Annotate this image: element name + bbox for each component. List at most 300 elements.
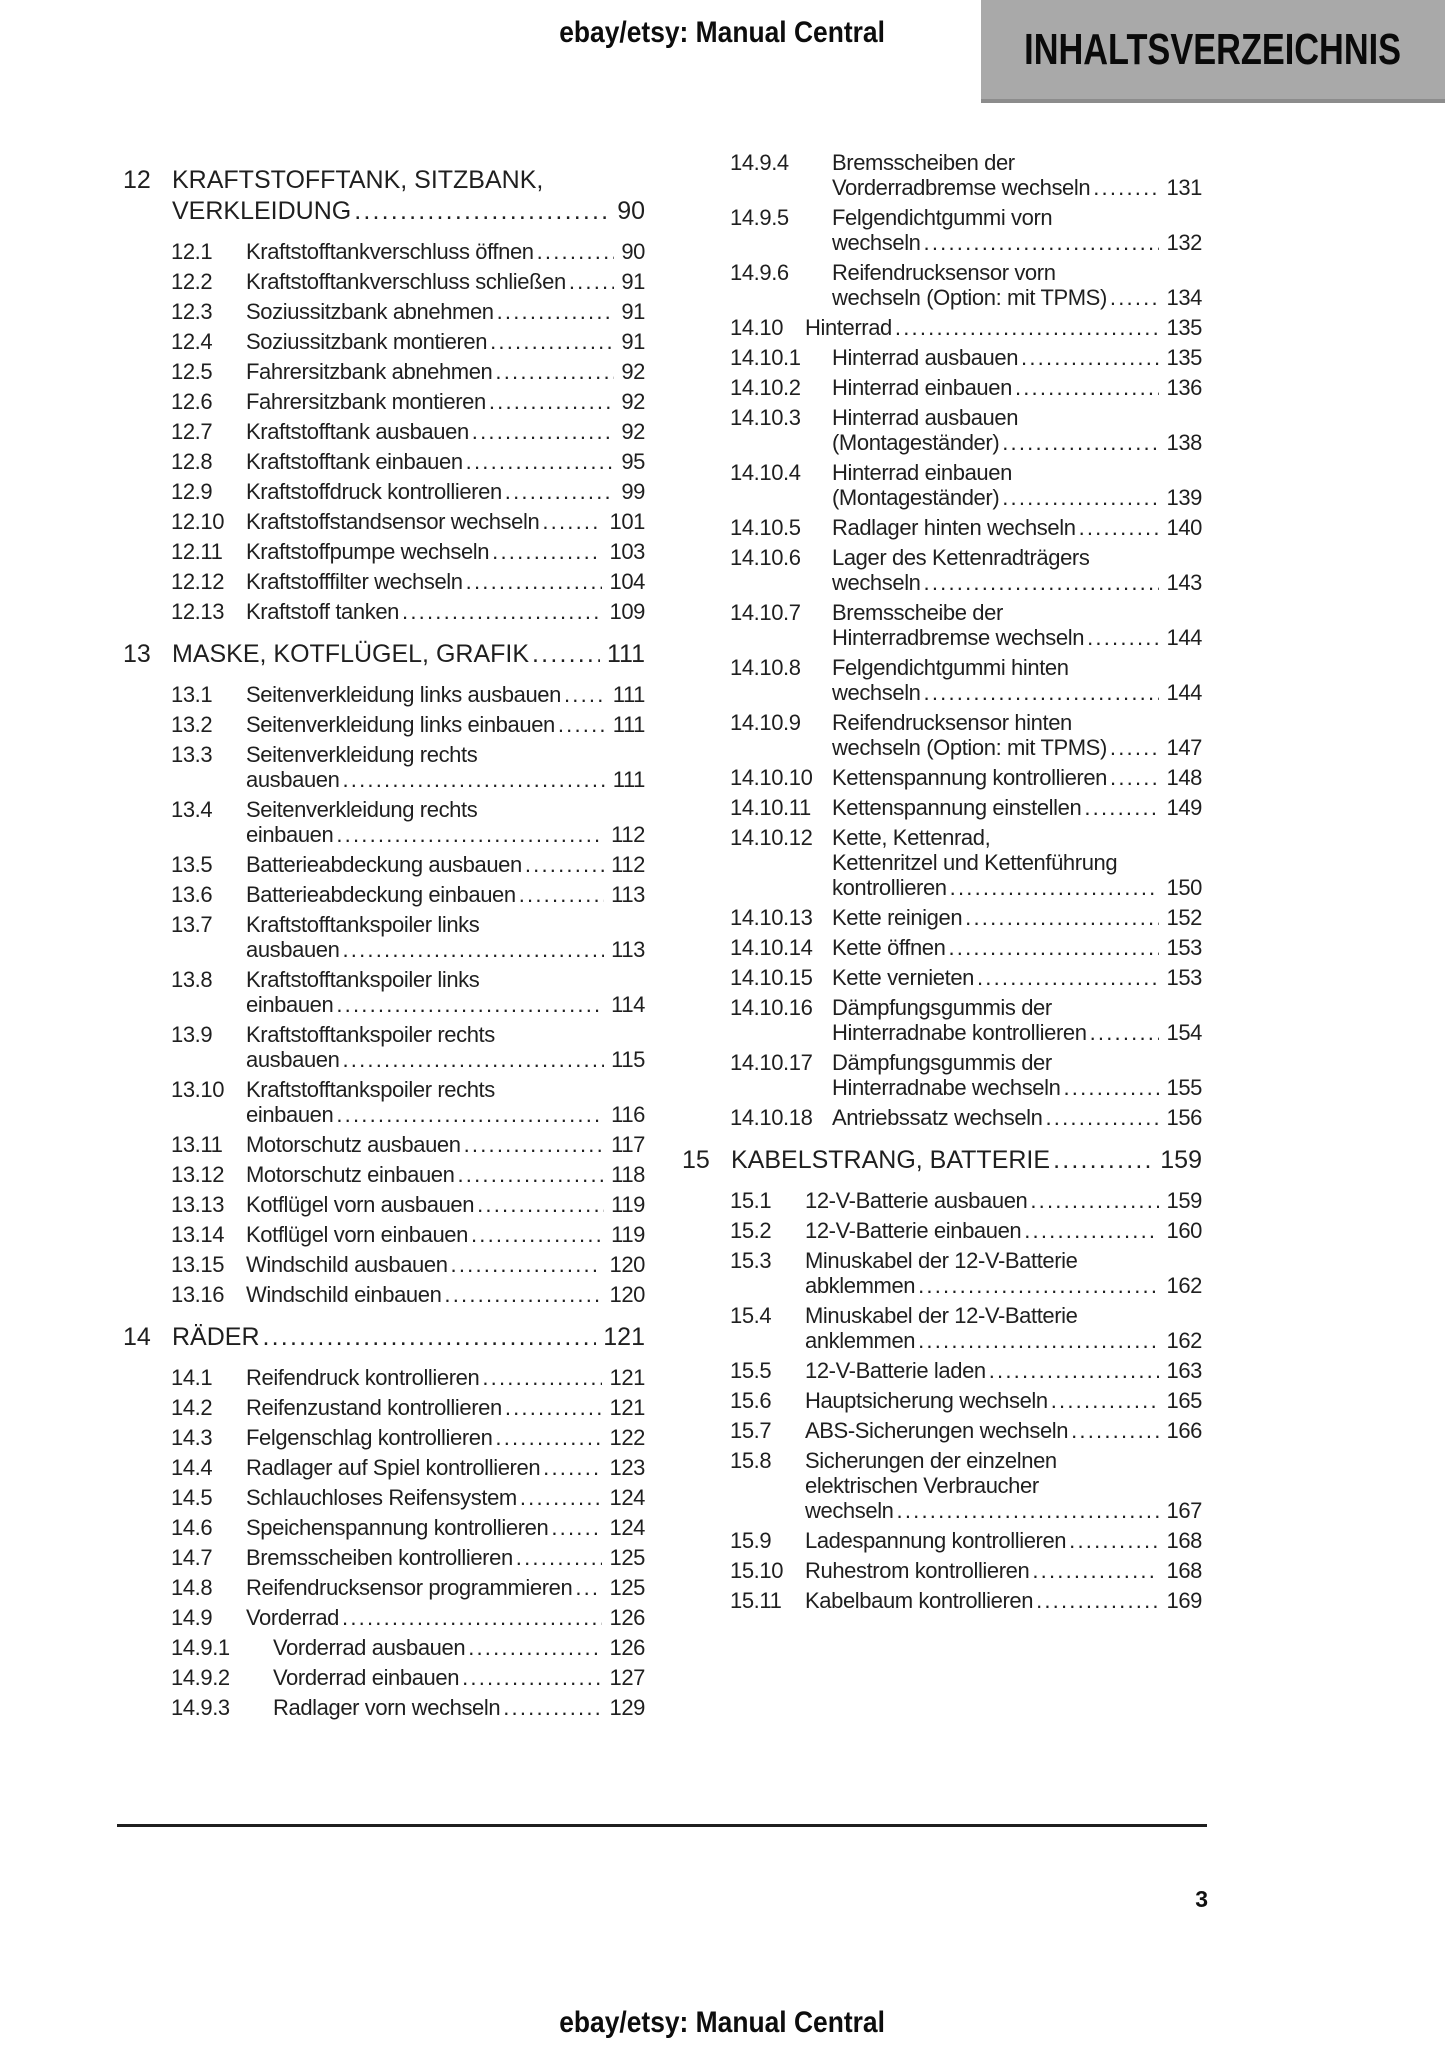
dot-leader — [1079, 515, 1160, 540]
entry-text: Fahrersitzbank montieren — [246, 389, 486, 414]
entry-text: KRAFTSTOFFTANK, SITZBANK, — [172, 166, 544, 194]
entry-text: Minuskabel der 12-V-Batterie — [805, 1303, 1078, 1328]
doc-footer-title: ebay/etsy: Manual Central — [559, 2006, 886, 2039]
dot-leader — [965, 905, 1159, 930]
dot-leader — [336, 822, 604, 847]
entry-body — [832, 545, 1202, 595]
entry-page: 144 — [1166, 625, 1202, 650]
entry-line — [246, 509, 645, 534]
entry-number: 13.13 — [171, 1192, 225, 1217]
entry-text: Reifendruck kontrollieren — [246, 1365, 480, 1390]
entry-page: 163 — [1166, 1358, 1202, 1383]
entry-page: 120 — [609, 1252, 645, 1277]
entry-text: wechseln — [832, 680, 921, 705]
entry-page: 111 — [606, 640, 645, 668]
dot-leader — [918, 1273, 1159, 1298]
dot-leader — [924, 570, 1160, 595]
toc-entry — [123, 269, 645, 294]
entry-body — [805, 1558, 1202, 1583]
entry-number: 15.6 — [730, 1388, 772, 1413]
entry-text: Kettenspannung einstellen — [832, 795, 1082, 820]
toc-entry — [123, 1222, 645, 1247]
entry-line — [805, 1418, 1202, 1443]
toc-entry — [123, 912, 645, 962]
entry-line — [805, 1388, 1202, 1413]
entry-page: 124 — [609, 1515, 645, 1540]
entry-number: 13.4 — [171, 797, 213, 822]
entry-page: 139 — [1166, 485, 1202, 510]
entry-text: Vorderrad einbauen — [273, 1665, 460, 1690]
entry-page: 91 — [621, 269, 645, 294]
entry-line — [172, 639, 645, 670]
entry-body — [246, 539, 645, 564]
entry-page: 111 — [612, 682, 645, 707]
entry-page: 127 — [609, 1665, 645, 1690]
dot-leader — [464, 1132, 605, 1157]
entry-number: 12.7 — [171, 419, 213, 444]
entry-text: wechseln — [805, 1498, 894, 1523]
dot-leader — [569, 269, 615, 294]
dot-leader — [1002, 485, 1159, 510]
entry-body — [246, 1365, 645, 1390]
entry-number: 14.10.4 — [730, 460, 801, 485]
dot-leader — [1110, 765, 1159, 790]
toc-entry — [123, 165, 645, 227]
dot-leader — [1015, 375, 1160, 400]
dot-leader — [525, 852, 604, 877]
entry-text: 12-V-Batterie laden — [805, 1358, 986, 1383]
toc-entry — [123, 1665, 645, 1690]
toc-entry — [682, 1248, 1202, 1298]
entry-number: 14.9.4 — [730, 150, 789, 175]
entry-text: Ruhestrom kontrollieren — [805, 1558, 1030, 1583]
toc-entry — [123, 449, 645, 474]
entry-text: wechseln — [832, 230, 921, 255]
entry-text: Speichenspannung kontrollieren — [246, 1515, 549, 1540]
toc-entry — [123, 1192, 645, 1217]
entry-text: Seitenverkleidung links ausbauen — [246, 682, 561, 707]
entry-text: Hinterradbremse wechseln — [832, 625, 1085, 650]
entry-line — [731, 1145, 1202, 1176]
entry-page: 92 — [621, 359, 645, 384]
toc-entry — [123, 419, 645, 444]
entry-number: 12.1 — [171, 239, 213, 264]
entry-number: 14.10.18 — [730, 1105, 813, 1130]
entry-body — [246, 1395, 645, 1420]
entry-body — [832, 965, 1202, 990]
entry-body — [246, 1575, 645, 1600]
entry-text: Kette öffnen — [832, 935, 946, 960]
entry-line — [832, 430, 1202, 455]
entry-text: Batterieabdeckung einbauen — [246, 882, 516, 907]
entry-text: Kraftstofftank ausbauen — [246, 419, 469, 444]
entry-page: 95 — [621, 449, 645, 474]
toc-entry — [682, 1418, 1202, 1443]
entry-body — [832, 515, 1202, 540]
entry-body — [832, 905, 1202, 930]
entry-line — [246, 449, 645, 474]
dot-leader — [490, 329, 614, 354]
contents-banner — [981, 0, 1445, 103]
entry-line — [246, 329, 645, 354]
dot-leader — [505, 479, 615, 504]
entry-line — [246, 389, 645, 414]
toc-entry — [123, 1162, 645, 1187]
entry-line — [246, 1162, 645, 1187]
entry-text: Antriebssatz wechseln — [832, 1105, 1043, 1130]
entry-body — [832, 655, 1202, 705]
entry-page: 156 — [1166, 1105, 1202, 1130]
dot-leader — [462, 1665, 602, 1690]
entry-line — [832, 405, 1202, 430]
dot-leader — [342, 767, 605, 792]
entry-text: Kraftstofftankverschluss öffnen — [246, 239, 534, 264]
dot-leader — [977, 965, 1159, 990]
toc-entry — [123, 1282, 645, 1307]
toc-entry — [123, 712, 645, 737]
entry-page: 111 — [612, 712, 645, 737]
entry-page: 159 — [1160, 1146, 1202, 1174]
entry-text: Minuskabel der 12-V-Batterie — [805, 1248, 1078, 1273]
entry-number: 14.2 — [171, 1395, 213, 1420]
entry-line — [832, 765, 1202, 790]
dot-leader — [1053, 1145, 1153, 1176]
dot-leader — [1021, 345, 1159, 370]
entry-page: 115 — [611, 1047, 645, 1072]
dot-leader — [542, 509, 602, 534]
entry-body — [246, 1192, 645, 1217]
entry-line — [273, 1665, 645, 1690]
entry-page: 119 — [611, 1192, 645, 1217]
entry-line — [805, 1303, 1202, 1328]
entry-number: 12 — [123, 166, 151, 194]
entry-body — [832, 995, 1202, 1045]
entry-number: 13.16 — [171, 1282, 225, 1307]
entry-page: 113 — [611, 882, 645, 907]
entry-page: 121 — [603, 1323, 645, 1351]
entry-number: 13.9 — [171, 1022, 213, 1047]
entry-text: 12-V-Batterie ausbauen — [805, 1188, 1028, 1213]
toc-entry — [682, 825, 1202, 900]
entry-page: 104 — [609, 569, 645, 594]
entry-body — [832, 710, 1202, 760]
dot-leader — [1045, 1105, 1159, 1130]
dot-leader — [342, 1047, 604, 1072]
entry-body — [805, 1358, 1202, 1383]
entry-number: 13.11 — [171, 1132, 223, 1157]
entry-page: 153 — [1166, 935, 1202, 960]
entry-page: 91 — [621, 329, 645, 354]
entry-page: 131 — [1166, 175, 1202, 200]
entry-body — [832, 150, 1202, 200]
toc-entry — [123, 479, 645, 504]
toc-entry — [123, 509, 645, 534]
dot-leader — [466, 569, 603, 594]
entry-body — [246, 599, 645, 624]
toc-entry — [682, 1588, 1202, 1613]
entry-text: Kette vernieten — [832, 965, 974, 990]
dot-leader — [532, 639, 600, 670]
dot-leader — [1087, 625, 1159, 650]
entry-number: 14.10.8 — [730, 655, 801, 680]
entry-number: 14.9.6 — [730, 260, 789, 285]
toc-entry — [682, 205, 1202, 255]
entry-body — [805, 1248, 1202, 1298]
entry-line — [246, 239, 645, 264]
toc-column-right — [682, 150, 1202, 1618]
entry-text: Kraftstoffpumpe wechseln — [246, 539, 490, 564]
entry-text: Vorderrad — [246, 1605, 340, 1630]
toc-entry — [123, 299, 645, 324]
toc-entry — [682, 710, 1202, 760]
toc-entry — [682, 515, 1202, 540]
toc-entry — [123, 1485, 645, 1510]
dot-leader — [924, 680, 1160, 705]
entry-line — [246, 682, 645, 707]
entry-line — [246, 1192, 645, 1217]
entry-page: 125 — [609, 1575, 645, 1600]
entry-page: 138 — [1166, 430, 1202, 455]
entry-line — [246, 539, 645, 564]
entry-body — [805, 1188, 1202, 1213]
toc-entry — [123, 389, 645, 414]
entry-number: 14.3 — [171, 1425, 213, 1450]
dot-leader — [895, 315, 1160, 340]
entry-text: Bremsscheibe der — [832, 600, 1003, 625]
dot-leader — [477, 1192, 604, 1217]
entry-text: Radlager hinten wechseln — [832, 515, 1076, 540]
dot-leader — [1063, 1075, 1159, 1100]
dot-leader — [402, 599, 602, 624]
dot-leader — [342, 937, 604, 962]
toc-entry — [682, 1050, 1202, 1100]
toc-entry — [123, 1605, 645, 1630]
entry-body — [246, 712, 645, 737]
toc-entry — [123, 1132, 645, 1157]
entry-line — [832, 735, 1202, 760]
entry-text: Kraftstofftank einbauen — [246, 449, 463, 474]
entry-line — [246, 1282, 645, 1307]
dot-leader — [466, 449, 615, 474]
entry-line — [246, 1102, 645, 1127]
entry-line — [246, 882, 645, 907]
entry-body — [172, 1322, 645, 1353]
entry-text: Dämpfungsgummis der — [832, 995, 1052, 1020]
entry-line — [246, 992, 645, 1017]
toc-entry — [682, 795, 1202, 820]
entry-text: ausbauen — [246, 937, 340, 962]
entry-line — [832, 795, 1202, 820]
entry-text: Motorschutz einbauen — [246, 1162, 455, 1187]
entry-number: 12.6 — [171, 389, 213, 414]
entry-line — [246, 1022, 645, 1047]
entry-body — [246, 1132, 645, 1157]
entry-page: 126 — [609, 1605, 645, 1630]
entry-line — [246, 1425, 645, 1450]
entry-number: 13.10 — [171, 1077, 225, 1102]
entry-line — [832, 150, 1202, 175]
entry-text: Schlauchloses Reifensystem — [246, 1485, 517, 1510]
entry-text: elektrischen Verbraucher — [805, 1473, 1039, 1498]
entry-body — [246, 1425, 645, 1450]
toc-entry — [123, 1455, 645, 1480]
dot-leader — [492, 539, 602, 564]
entry-number: 14.5 — [171, 1485, 213, 1510]
toc-entry — [123, 852, 645, 877]
dot-leader — [924, 230, 1160, 255]
entry-line — [246, 1252, 645, 1277]
entry-page: 92 — [621, 389, 645, 414]
entry-body — [246, 852, 645, 877]
entry-body — [246, 1022, 645, 1072]
entry-page: 167 — [1166, 1498, 1202, 1523]
toc-entry — [123, 1077, 645, 1127]
entry-text: ausbauen — [246, 767, 340, 792]
entry-line — [246, 479, 645, 504]
entry-number: 14.10.2 — [730, 375, 801, 400]
entry-number: 13.14 — [171, 1222, 225, 1247]
entry-line — [832, 260, 1202, 285]
entry-page: 125 — [609, 1545, 645, 1570]
entry-number: 12.2 — [171, 269, 213, 294]
dot-leader — [336, 1102, 604, 1127]
dot-leader — [444, 1282, 602, 1307]
dot-leader — [342, 1605, 602, 1630]
entry-line — [246, 1365, 645, 1390]
entry-body — [805, 1388, 1202, 1413]
entry-line — [246, 767, 645, 792]
entry-number: 14.9.3 — [171, 1695, 230, 1720]
entry-body — [805, 315, 1202, 340]
entry-body — [832, 600, 1202, 650]
entry-line — [832, 345, 1202, 370]
dot-leader — [497, 299, 615, 324]
entry-number: 14.4 — [171, 1455, 213, 1480]
entry-line — [832, 460, 1202, 485]
dot-leader — [1090, 1020, 1160, 1045]
entry-line — [832, 875, 1202, 900]
dot-leader — [948, 935, 1159, 960]
toc-entry — [123, 359, 645, 384]
toc-entry — [682, 965, 1202, 990]
entry-body — [731, 1145, 1202, 1176]
entry-page: 109 — [609, 599, 645, 624]
entry-text: VERKLEIDUNG — [172, 197, 352, 225]
entry-text: KABELSTRANG, BATTERIE — [731, 1146, 1051, 1174]
toc-column-left — [123, 150, 645, 1725]
entry-number: 14.10.3 — [730, 405, 801, 430]
entry-text: wechseln (Option: mit TPMS) — [832, 285, 1107, 310]
dot-leader — [1110, 285, 1160, 310]
entry-page: 134 — [1166, 285, 1202, 310]
toc-entry — [123, 539, 645, 564]
entry-line — [246, 797, 645, 822]
entry-body — [246, 1545, 645, 1570]
entry-text: Kraftstoffdruck kontrollieren — [246, 479, 502, 504]
entry-page: 121 — [609, 1365, 645, 1390]
dot-leader — [1069, 1528, 1159, 1553]
toc-entry — [682, 315, 1202, 340]
entry-number: 13.5 — [171, 852, 213, 877]
entry-text: Kraftstofftankspoiler links — [246, 967, 480, 992]
entry-text: Radlager auf Spiel kontrollieren — [246, 1455, 541, 1480]
entry-body — [832, 375, 1202, 400]
entry-body — [246, 389, 645, 414]
entry-text: Reifendrucksensor hinten — [832, 710, 1072, 735]
entry-line — [246, 1575, 645, 1600]
entry-line — [832, 515, 1202, 540]
dot-leader — [543, 1455, 602, 1480]
entry-number: 14.10.11 — [730, 795, 811, 820]
entry-page: 150 — [1166, 875, 1202, 900]
entry-line — [246, 599, 645, 624]
entry-text: ausbauen — [246, 1047, 340, 1072]
dot-leader — [1084, 795, 1159, 820]
entry-text: Seitenverkleidung rechts — [246, 742, 478, 767]
entry-text: Kettenspannung kontrollieren — [832, 765, 1108, 790]
entry-body — [246, 882, 645, 907]
entry-line — [172, 1322, 645, 1353]
dot-leader — [1051, 1388, 1160, 1413]
toc-entry — [682, 1528, 1202, 1553]
entry-number: 15 — [682, 1146, 710, 1174]
entry-page: 140 — [1166, 515, 1202, 540]
entry-line — [246, 1077, 645, 1102]
entry-line — [805, 1273, 1202, 1298]
entry-body — [832, 405, 1202, 455]
doc-footer — [0, 2006, 1445, 2040]
entry-line — [172, 165, 645, 196]
entry-line — [246, 419, 645, 444]
entry-page: 91 — [621, 299, 645, 324]
entry-body — [246, 1282, 645, 1307]
entry-text: Reifenzustand kontrollieren — [246, 1395, 502, 1420]
entry-line — [832, 825, 1202, 850]
entry-line — [246, 1455, 645, 1480]
entry-number: 15.7 — [730, 1418, 772, 1443]
entry-line — [273, 1635, 645, 1660]
entry-text: Kraftstoffstandsensor wechseln — [246, 509, 540, 534]
entry-line — [273, 1695, 645, 1720]
entry-line — [246, 1485, 645, 1510]
dot-leader — [505, 1395, 603, 1420]
dot-leader — [989, 1358, 1160, 1383]
entry-page: 90 — [621, 239, 645, 264]
entry-number: 15.10 — [730, 1558, 784, 1583]
entry-body — [246, 1605, 645, 1630]
entry-text: Felgenschlag kontrollieren — [246, 1425, 493, 1450]
entry-text: (Montageständer) — [832, 430, 1000, 455]
entry-line — [246, 967, 645, 992]
dot-leader — [897, 1498, 1160, 1523]
entry-text: Fahrersitzbank abnehmen — [246, 359, 493, 384]
toc-entry — [682, 345, 1202, 370]
entry-number: 14.10.6 — [730, 545, 801, 570]
entry-number: 14.10.14 — [730, 935, 813, 960]
entry-body — [832, 205, 1202, 255]
entry-page: 152 — [1166, 905, 1202, 930]
entry-text: anklemmen — [805, 1328, 916, 1353]
dot-leader — [918, 1328, 1159, 1353]
contents-banner-title: INHALTSVERZEICHNIS — [1024, 24, 1402, 74]
entry-body — [246, 912, 645, 962]
toc-entry — [123, 599, 645, 624]
entry-number: 14.10.10 — [730, 765, 813, 790]
entry-number: 14.7 — [171, 1545, 213, 1570]
entry-line — [172, 196, 645, 227]
dot-leader — [558, 712, 606, 737]
entry-number: 15.2 — [730, 1218, 772, 1243]
